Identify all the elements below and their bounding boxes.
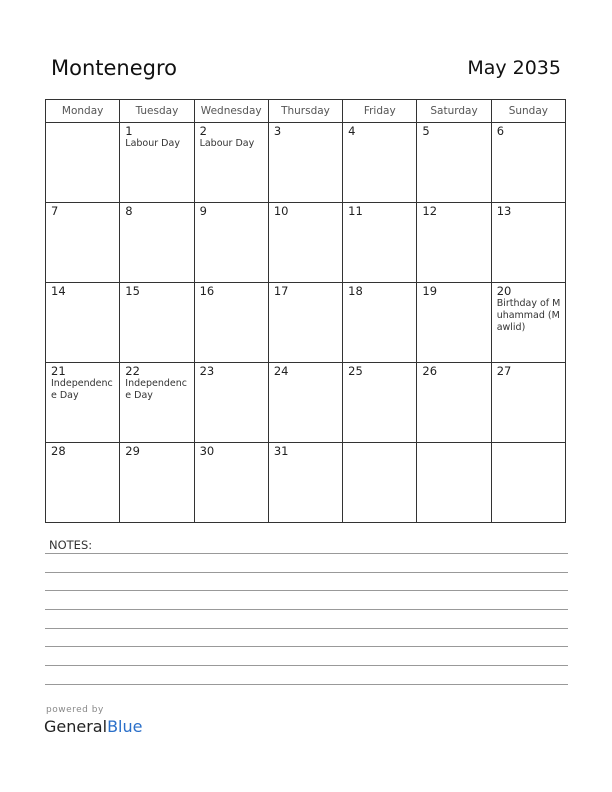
calendar-day-cell xyxy=(491,283,565,363)
day-number: 5 xyxy=(422,124,430,138)
notes-label: NOTES: xyxy=(49,538,93,552)
holiday-label: Independence Day xyxy=(51,378,113,401)
calendar-day-cell xyxy=(268,283,342,363)
calendar-day-cell xyxy=(46,203,120,283)
calendar-day-cell xyxy=(343,283,417,363)
calendar-day-cell xyxy=(417,123,491,203)
page-title-month: May 2035 xyxy=(467,57,561,79)
weekday-thursday: Thursday xyxy=(268,100,342,123)
day-number: 14 xyxy=(51,284,66,298)
day-number: 10 xyxy=(273,204,289,218)
note-line xyxy=(45,590,568,591)
calendar-day-cell xyxy=(120,203,194,283)
note-line xyxy=(45,572,568,573)
powered-by-text: powered by xyxy=(46,705,104,715)
day-number: 22 xyxy=(125,364,140,378)
calendar-day-cell xyxy=(46,363,120,443)
weekday-wednesday: Wednesday xyxy=(194,100,268,123)
calendar-day-cell xyxy=(120,283,194,363)
day-number: 19 xyxy=(422,284,438,298)
day-number: 29 xyxy=(125,444,140,458)
calendar-day-cell xyxy=(268,363,342,443)
day-number: 2 xyxy=(199,124,207,138)
weekday-tuesday: Tuesday xyxy=(120,100,194,123)
day-number: 27 xyxy=(496,364,512,378)
holiday-label: Labour Day xyxy=(199,138,255,149)
calendar-day-cell xyxy=(343,443,417,523)
calendar-day-cell xyxy=(268,443,342,523)
calendar-day-cell xyxy=(417,443,491,523)
day-number: 3 xyxy=(273,124,282,138)
day-number: 12 xyxy=(422,204,438,218)
day-number: 15 xyxy=(125,284,140,298)
day-number: 30 xyxy=(199,444,215,458)
calendar-day-cell xyxy=(417,283,491,363)
day-number: 11 xyxy=(348,204,363,218)
calendar-day-cell xyxy=(46,123,120,203)
day-number: 28 xyxy=(51,444,66,458)
calendar-day-cell xyxy=(417,203,491,283)
calendar-grid xyxy=(45,99,566,523)
weekday-saturday: Saturday xyxy=(417,100,491,123)
note-line xyxy=(45,665,568,666)
day-number: 16 xyxy=(199,284,215,298)
weekday-friday: Friday xyxy=(343,100,417,123)
calendar-day-cell xyxy=(120,443,194,523)
calendar-day-cell xyxy=(491,123,565,203)
day-number: 26 xyxy=(422,364,438,378)
calendar-week-row xyxy=(46,363,566,443)
calendar-day-cell xyxy=(194,363,268,443)
day-number: 9 xyxy=(199,204,207,218)
calendar-day-cell xyxy=(120,363,194,443)
day-number: 1 xyxy=(125,124,133,138)
calendar-day-cell xyxy=(491,363,565,443)
day-number: 23 xyxy=(199,364,215,378)
weekday-sunday: Sunday xyxy=(491,100,565,123)
calendar-day-cell xyxy=(46,283,120,363)
day-number: 31 xyxy=(273,444,289,458)
holiday-label: Labour Day xyxy=(125,138,180,149)
note-line xyxy=(45,684,568,685)
calendar-day-cell xyxy=(194,443,268,523)
day-number: 8 xyxy=(125,204,133,218)
holiday-label: Birthday of Muhammad (Mawlid) xyxy=(496,298,561,333)
weekday-header-row xyxy=(46,100,566,123)
calendar-day-cell xyxy=(194,123,268,203)
calendar-week-row xyxy=(46,123,566,203)
holiday-label: Independence Day xyxy=(125,378,187,401)
calendar-day-cell xyxy=(491,203,565,283)
day-number: 25 xyxy=(348,364,363,378)
calendar-day-cell xyxy=(417,363,491,443)
calendar-day-cell xyxy=(343,123,417,203)
day-number: 4 xyxy=(348,124,356,138)
calendar-day-cell xyxy=(343,203,417,283)
calendar-week-row xyxy=(46,283,566,363)
day-number: 20 xyxy=(496,284,512,298)
day-number: 6 xyxy=(496,124,505,138)
note-line xyxy=(45,646,568,647)
calendar-day-cell xyxy=(268,203,342,283)
calendar-day-cell xyxy=(491,443,565,523)
calendar-day-cell xyxy=(194,203,268,283)
day-number: 7 xyxy=(51,204,59,218)
day-number: 18 xyxy=(348,284,363,298)
calendar-day-cell xyxy=(46,443,120,523)
brand-logo xyxy=(44,717,142,736)
calendar-day-cell xyxy=(120,123,194,203)
note-line xyxy=(45,628,568,629)
note-line xyxy=(45,553,568,554)
note-line xyxy=(45,609,568,610)
calendar-week-row xyxy=(46,443,566,523)
calendar-day-cell xyxy=(194,283,268,363)
day-number: 17 xyxy=(273,284,289,298)
day-number: 21 xyxy=(51,364,66,378)
calendar-day-cell xyxy=(268,123,342,203)
brand-logo-blue: Blue xyxy=(107,717,143,736)
weekday-monday: Monday xyxy=(46,100,120,123)
calendar-week-row xyxy=(46,203,566,283)
day-number: 24 xyxy=(273,364,289,378)
page-title-country: Montenegro xyxy=(51,56,178,80)
calendar-day-cell xyxy=(343,363,417,443)
brand-logo-general: General xyxy=(44,717,108,736)
day-number: 13 xyxy=(496,204,512,218)
